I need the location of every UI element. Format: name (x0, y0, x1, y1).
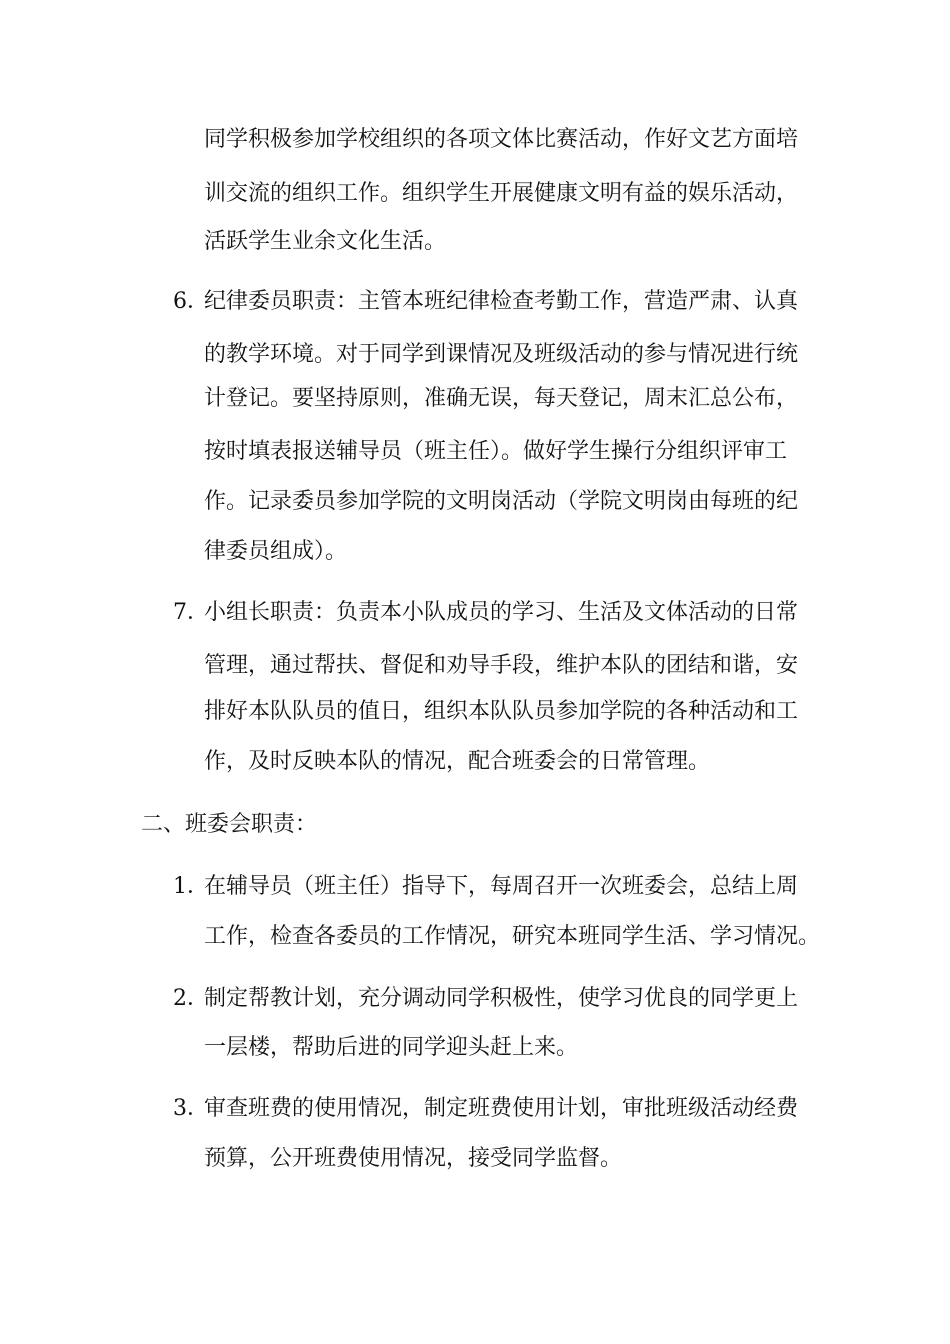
paragraph-line: 活跃学生业余文化生活。 (204, 229, 447, 254)
list-item-6 (173, 287, 798, 317)
paragraph-line: 审查班费的使用情况，制定班费使用计划，审批班级活动经费 (204, 1096, 799, 1121)
paragraph-line: 训交流的组织工作。组织学生开展健康文明有益的娱乐活动， (204, 181, 799, 206)
paragraph-line: 一层楼，帮助后进的同学迎头赶上来。 (204, 1035, 579, 1060)
paragraph-line: 制定帮教计划，充分调动同学积极性，使学习优良的同学更上 (204, 986, 799, 1011)
item-number: 1． (173, 874, 209, 899)
list-item-3 (173, 1094, 798, 1124)
paragraph-line: 工作，检查各委员的工作情况，研究本班同学生活、学习情况。 (204, 924, 821, 949)
list-item-1 (173, 872, 798, 902)
paragraph-line: 律委员组成）。 (204, 539, 348, 564)
paragraph-line: 排好本队队员的值日，组织本队队员参加学院的各种活动和工 (204, 699, 799, 724)
item-number: 2． (173, 986, 209, 1011)
paragraph-line: 纪律委员职责：主管本班纪律检查考勤工作，营造严肃、认真 (204, 289, 799, 314)
section-heading: 二、班委会职责： (141, 812, 318, 837)
paragraph-line: 计登记。要坚持原则，准确无误，每天登记，周末汇总公布， (204, 386, 799, 411)
paragraph-line: 作。记录委员参加学院的文明岗活动（学院文明岗由每班的纪 (204, 489, 799, 514)
paragraph-line: 按时填表报送辅导员（班主任）。做好学生操行分组织评审工 (204, 439, 788, 464)
list-item-2 (173, 984, 798, 1014)
paragraph-line: 的教学环境。对于同学到课情况及班级活动的参与情况进行统 (204, 342, 799, 367)
paragraph-line: 管理，通过帮扶、督促和劝导手段，维护本队的团结和谐，安 (204, 653, 799, 678)
list-item-7 (173, 598, 798, 628)
paragraph-line: 同学积极参加学校组织的各项文体比赛活动，作好文艺方面培 (204, 127, 799, 152)
paragraph-line: 预算，公开班费使用情况，接受同学监督。 (204, 1146, 623, 1171)
paragraph-line: 作，及时反映本队的情况，配合班委会的日常管理。 (204, 749, 711, 774)
paragraph-line: 在辅导员（班主任）指导下，每周召开一次班委会，总结上周 (204, 874, 799, 899)
item-number: 3． (173, 1096, 209, 1121)
paragraph-line: 小组长职责：负责本小队成员的学习、生活及文体活动的日常 (204, 600, 799, 625)
item-number: 6． (173, 289, 209, 314)
item-number: 7． (173, 600, 209, 625)
